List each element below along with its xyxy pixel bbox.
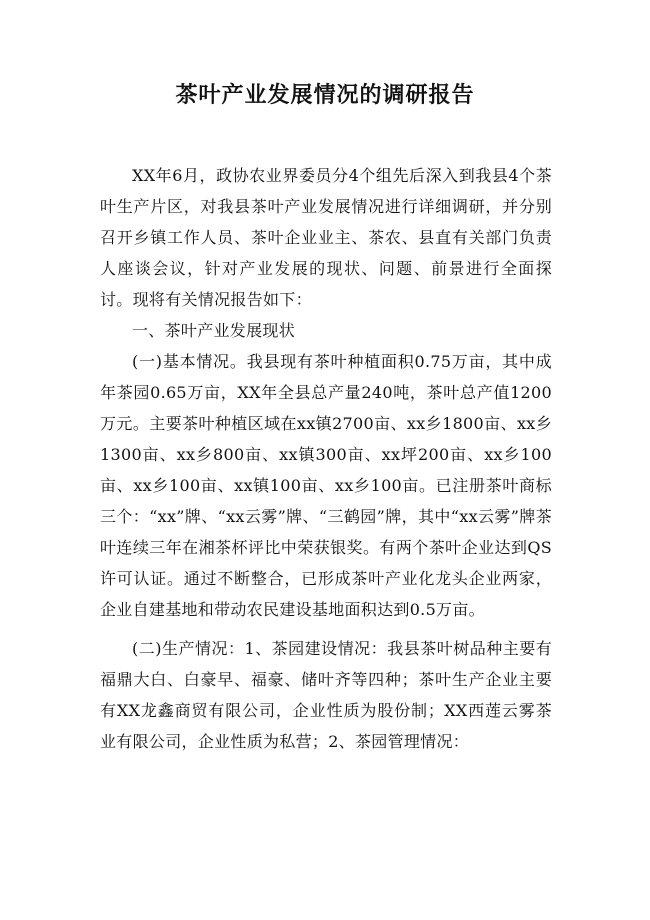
section-heading: 一、茶叶产业发展现状 [132, 321, 296, 340]
paragraph-production-situation: (二)生产情况：1、茶园建设情况：我县茶叶树品种主要有福鼎大白、白豪早、福豪、储叶齐等四种；茶叶生产企业主要有XX龙鑫商贸有限公司，企业性质为股份制；XX西莲云雾茶业有限公司，企业性质为私营；2、茶园管理情况： [100, 639, 552, 751]
document-body [100, 160, 552, 757]
paragraph-intro: XX年6月，政协农业界委员分4个组先后深入到我县4个茶叶生产片区，对我县茶叶产业发展情况进行详细调研，并分别召开乡镇工作人员、茶叶企业业主、茶农、县直有关部门负责人座谈会议，针对产业发展的现状、问题、前景进行全面探讨。现将有关情况报告如下： [100, 166, 552, 309]
document-title: 茶叶产业发展情况的调研报告 [175, 83, 475, 108]
paragraph-basic-situation: (一)基本情况。我县现有茶叶种植面积0.75万亩，其中成年茶园0.65万亩，XX年全县总产量240吨，茶叶总产值1200万元。主要茶叶种植区域在xx镇2700亩、xx乡1800亩、xx乡1300亩、xx乡800亩、xx镇300亩、xx坪200亩、xx乡100亩、xx乡100亩、xx镇100亩、xx乡100亩。已注册茶叶商标三个：“xx”牌、“xx云雾”牌、“三鹤园”牌，其中“xx云雾”牌茶叶连续三年在湘茶杯评比中荣获银奖。有两个茶叶企业达到QS许可认证。通过不断整合，已形成茶叶产业化龙头企业两家，企业自建基地和带动农民建设基地面积达到0.5万亩。 [100, 352, 552, 619]
